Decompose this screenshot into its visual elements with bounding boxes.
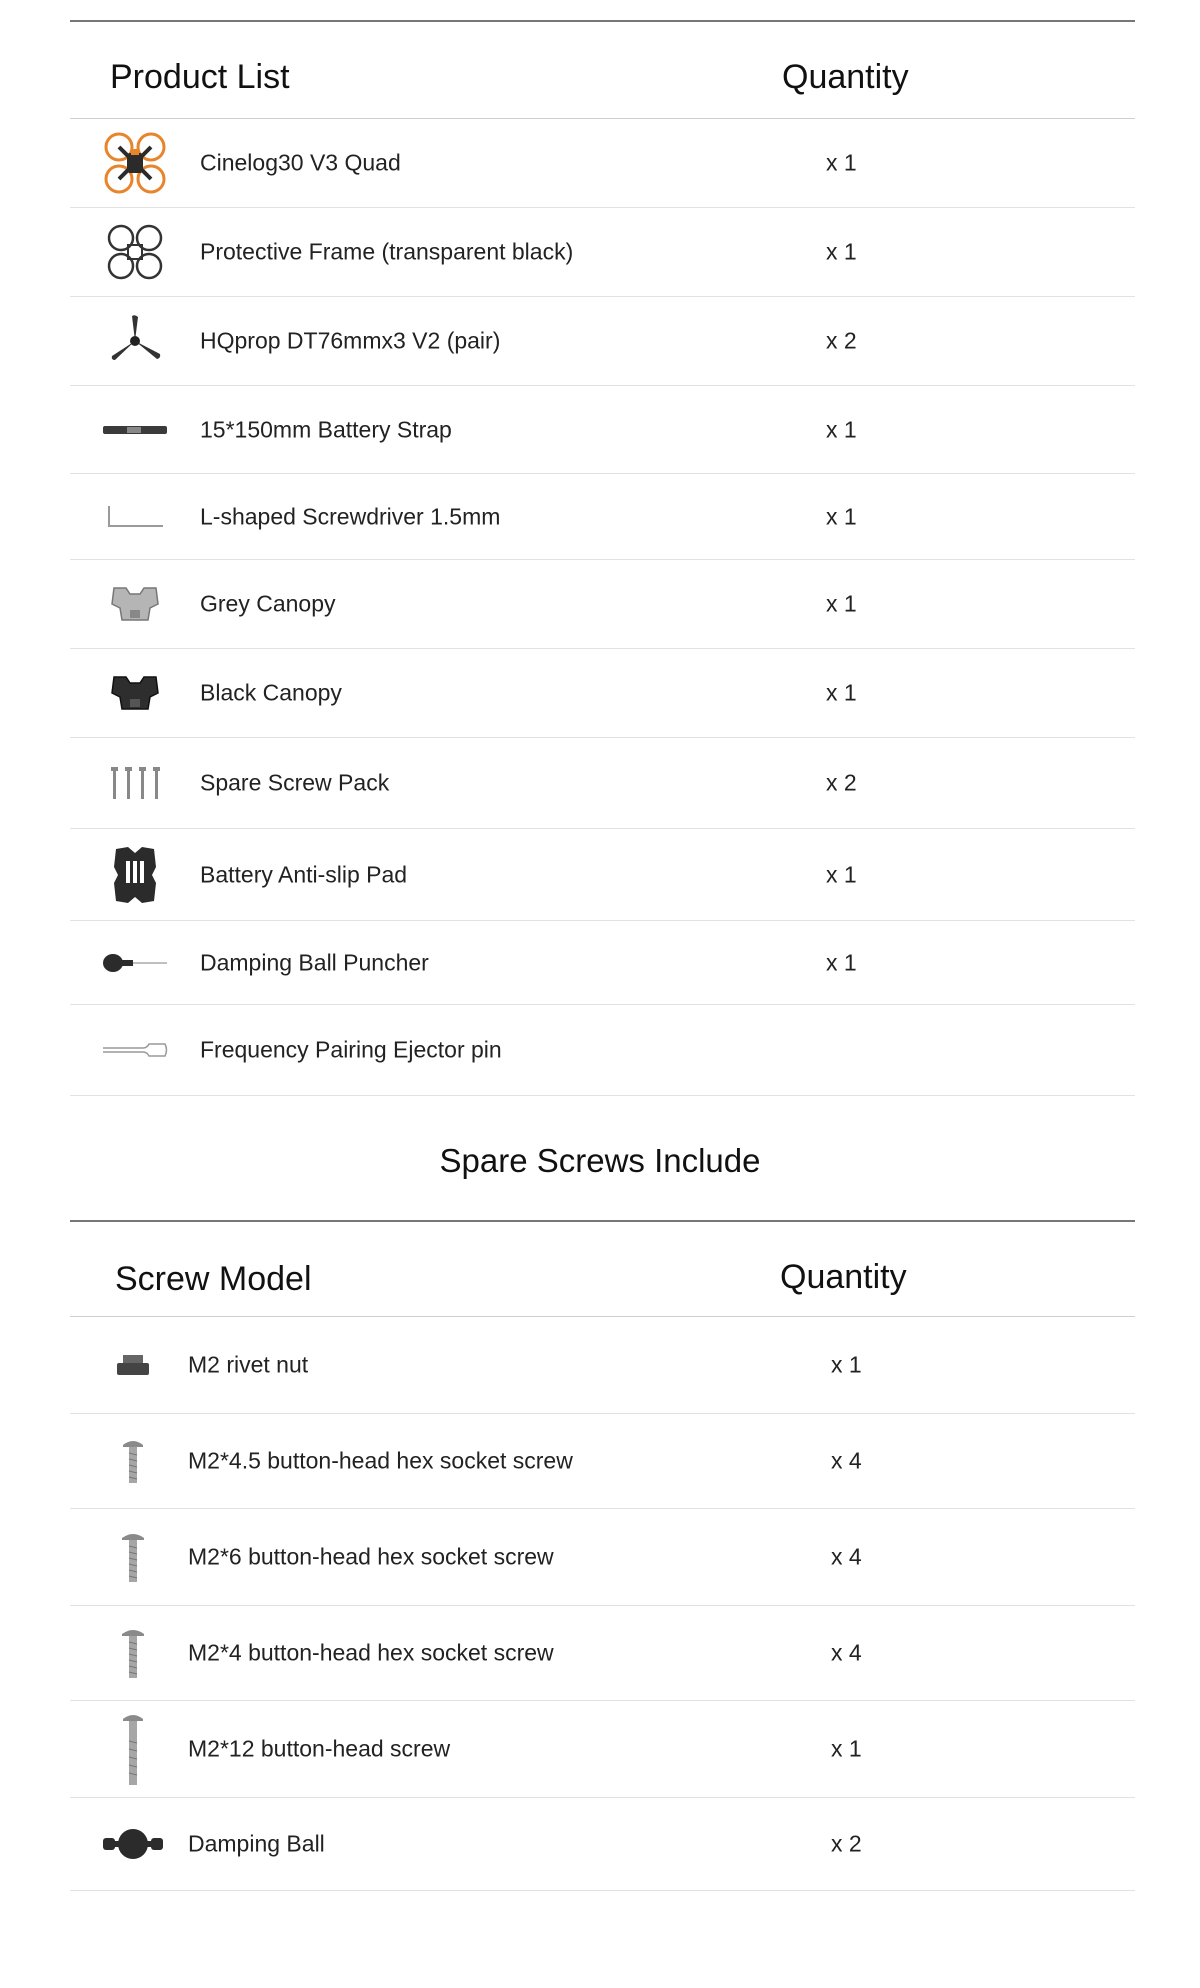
product-name: L-shaped Screwdriver 1.5mm <box>200 503 501 529</box>
product-name: Black Canopy <box>200 679 342 706</box>
frame-icon <box>100 208 170 296</box>
table-row <box>70 1414 1135 1509</box>
pin-icon <box>100 1005 170 1095</box>
screw-model-heading: Screw Model <box>115 1260 312 1298</box>
list-item <box>70 738 1135 829</box>
product-quantity: x 1 <box>826 238 857 265</box>
puncher-icon <box>100 921 170 1004</box>
list-item <box>70 208 1135 297</box>
product-quantity: x 1 <box>826 590 857 617</box>
table-row <box>70 1798 1135 1891</box>
product-name: Battery Anti-slip Pad <box>200 861 408 887</box>
product-quantity: x 1 <box>826 416 857 442</box>
list-item <box>70 1005 1135 1096</box>
screw-name: M2*4 button-head hex socket screw <box>188 1639 554 1666</box>
screw-quantity: x 4 <box>831 1639 862 1666</box>
table-row <box>70 1606 1135 1701</box>
product-quantity: x 1 <box>826 679 857 706</box>
screw-name: M2*4.5 button-head hex socket screw <box>188 1447 573 1474</box>
list-item <box>70 921 1135 1005</box>
long-screw-icon <box>98 1701 168 1797</box>
table-row <box>70 1509 1135 1606</box>
canopy-icon <box>100 649 170 737</box>
screw-pack-icon <box>100 738 170 828</box>
product-list-heading: Product List <box>110 58 290 96</box>
product-name: Spare Screw Pack <box>200 769 390 796</box>
screw-quantity: x 1 <box>831 1735 862 1762</box>
screw-quantity: x 4 <box>831 1447 862 1474</box>
product-quantity: x 1 <box>826 503 857 529</box>
list-item <box>70 474 1135 560</box>
screw-name: M2 rivet nut <box>188 1351 309 1378</box>
screw-name: Damping Ball <box>188 1830 325 1857</box>
table-row <box>70 1701 1135 1798</box>
screw-model-table <box>70 1222 1135 1891</box>
product-name: Frequency Pairing Ejector pin <box>200 1036 502 1063</box>
product-list-table <box>70 22 1135 1096</box>
list-item <box>70 649 1135 738</box>
pad-icon <box>100 829 170 920</box>
strap-icon <box>100 386 170 473</box>
damping-ball-icon <box>98 1798 168 1890</box>
screw-name: M2*6 button-head hex socket screw <box>188 1543 554 1570</box>
product-quantity-heading: Quantity <box>782 58 909 96</box>
screw-icon <box>98 1414 168 1508</box>
screw-quantity: x 4 <box>831 1543 862 1570</box>
screw-icon <box>98 1509 168 1605</box>
screw-table-header <box>70 1222 1135 1317</box>
product-quantity: x 1 <box>826 861 857 887</box>
table-row <box>70 1317 1135 1414</box>
list-item <box>70 560 1135 649</box>
screw-icon <box>98 1606 168 1700</box>
list-item <box>70 297 1135 386</box>
screw-quantity: x 1 <box>831 1351 862 1378</box>
screw-name: M2*12 button-head screw <box>188 1735 451 1762</box>
screw-quantity: x 2 <box>831 1830 862 1857</box>
rivet-nut-icon <box>98 1317 168 1413</box>
product-quantity: x 2 <box>826 769 857 796</box>
list-item <box>70 386 1135 474</box>
spare-screws-title: Spare Screws Include <box>439 1142 761 1179</box>
product-quantity: x 1 <box>826 149 857 176</box>
product-name: Protective Frame (transparent black) <box>200 238 574 265</box>
product-name: Cinelog30 V3 Quad <box>200 149 401 176</box>
product-name: Damping Ball Puncher <box>200 949 429 975</box>
product-list-header <box>70 22 1135 119</box>
drone-icon <box>100 119 170 207</box>
screw-quantity-heading: Quantity <box>780 1258 907 1296</box>
product-quantity: x 1 <box>826 949 857 975</box>
product-name: Grey Canopy <box>200 590 336 617</box>
list-item <box>70 119 1135 208</box>
list-item <box>70 829 1135 921</box>
product-name: HQprop DT76mmx3 V2 (pair) <box>200 327 501 354</box>
product-name: 15*150mm Battery Strap <box>200 416 452 442</box>
canopy-icon <box>100 560 170 648</box>
screwdriver-icon <box>100 474 170 559</box>
product-quantity: x 2 <box>826 327 857 354</box>
propeller-icon <box>100 297 170 385</box>
